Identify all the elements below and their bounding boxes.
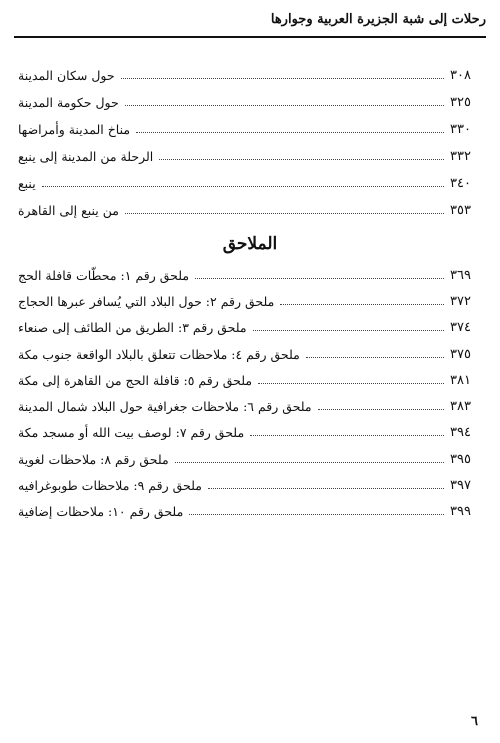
appendix-entry-page: ٣٧٥ (450, 346, 471, 362)
dot-leader (189, 514, 444, 515)
header-rule (14, 36, 486, 38)
appendix-entry-title: ملحق رقم ٣: الطريق من الطائف إلى صنعاء (18, 320, 247, 336)
toc-entry (14, 143, 486, 170)
toc-entry-title: الرحلة من المدينة إلى ينبع (18, 149, 154, 164)
dot-leader (159, 159, 444, 160)
dot-leader (253, 330, 444, 331)
appendix-entry-page: ٣٩٤ (450, 425, 471, 441)
appendix-entry-title: ملحق رقم ٧: لوصف بيت الله أو مسجد مكة (18, 425, 245, 441)
dot-leader (250, 435, 444, 436)
appendix-entry (14, 499, 486, 525)
toc-entry (14, 62, 486, 89)
appendix-entry-page: ٣٩٥ (450, 451, 471, 467)
toc-entry (14, 197, 486, 224)
appendix-entry-page: ٣٧٤ (450, 320, 471, 336)
page-number: ٦ (471, 714, 478, 729)
toc-main-list (14, 62, 486, 224)
toc-entry (14, 89, 486, 116)
appendix-entry (14, 262, 486, 288)
toc-entry-page: ٣٠٨ (450, 68, 471, 83)
dot-leader (306, 357, 444, 358)
appendix-entry-title: ملحق رقم ٨: ملاحظات لغوية (18, 451, 169, 467)
appendix-entry-page: ٣٨١ (450, 372, 471, 388)
dot-leader (318, 409, 444, 410)
appendix-entry (14, 393, 486, 419)
appendix-entry (14, 472, 486, 498)
toc-entry-page: ٣٣٢ (450, 149, 471, 164)
toc-entry (14, 116, 486, 143)
dot-leader (125, 213, 444, 214)
dot-leader (125, 105, 444, 106)
appendix-entry (14, 341, 486, 367)
toc-entry (14, 170, 486, 197)
appendix-entry-title: ملحق رقم ٥: قافلة الحج من القاهرة إلى مكة (18, 372, 253, 388)
appendix-entry-page: ٣٨٣ (450, 399, 471, 415)
appendix-entry-title: ملحق رقم ٤: ملاحظات تتعلق بالبلاد الواقعة جنوب مكة (18, 346, 300, 362)
appendix-entry-title: ملحق رقم ٦: ملاحظات جغرافية حول البلاد شمال المدينة (18, 399, 312, 415)
toc-entry-page: ٣٤٠ (450, 176, 471, 191)
dot-leader (195, 278, 444, 279)
dot-leader (121, 78, 444, 79)
toc-entry-title: من ينبع إلى القاهرة (18, 203, 119, 218)
appendix-entry-title: ملحق رقم ٢: حول البلاد التي يُسافر عبرها الحجاج (18, 293, 275, 309)
appendix-entry (14, 420, 486, 446)
dot-leader (208, 488, 444, 489)
appendix-entry-title: ملحق رقم ١: محطّات قافلة الحج (18, 267, 190, 283)
appendix-entry-page: ٣٩٩ (450, 504, 471, 520)
toc-entry-title: حول سكان المدينة (18, 68, 115, 83)
toc-entry-page: ٣٣٠ (450, 122, 471, 137)
dot-leader (258, 383, 444, 384)
section-heading-appendices: الملاحق (222, 234, 278, 254)
dot-leader (175, 462, 444, 463)
appendix-entry-page: ٣٧٢ (450, 293, 471, 309)
appendix-entry (14, 446, 486, 472)
toc-appendix-list (14, 262, 486, 525)
appendix-entry (14, 367, 486, 393)
appendix-entry (14, 288, 486, 314)
appendix-entry (14, 315, 486, 341)
running-header: رحلات إلى شبة الجزيرة العربية وجوارها (270, 12, 486, 27)
appendix-entry-page: ٣٩٧ (450, 478, 471, 494)
toc-entry-page: ٣٥٣ (450, 203, 471, 218)
appendix-entry-page: ٣٦٩ (450, 267, 471, 283)
dot-leader (280, 304, 444, 305)
toc-entry-title: ينبع (18, 176, 36, 191)
dot-leader (42, 186, 444, 187)
appendix-entry-title: ملحق رقم ١٠: ملاحظات إضافية (18, 504, 184, 520)
appendix-entry-title: ملحق رقم ٩: ملاحظات طوبوغرافيه (18, 478, 202, 494)
dot-leader (136, 132, 444, 133)
toc-entry-page: ٣٢٥ (450, 95, 471, 110)
toc-entry-title: حول حكومة المدينة (18, 95, 119, 110)
toc-entry-title: مناخ المدينة وأمراضها (18, 122, 131, 137)
